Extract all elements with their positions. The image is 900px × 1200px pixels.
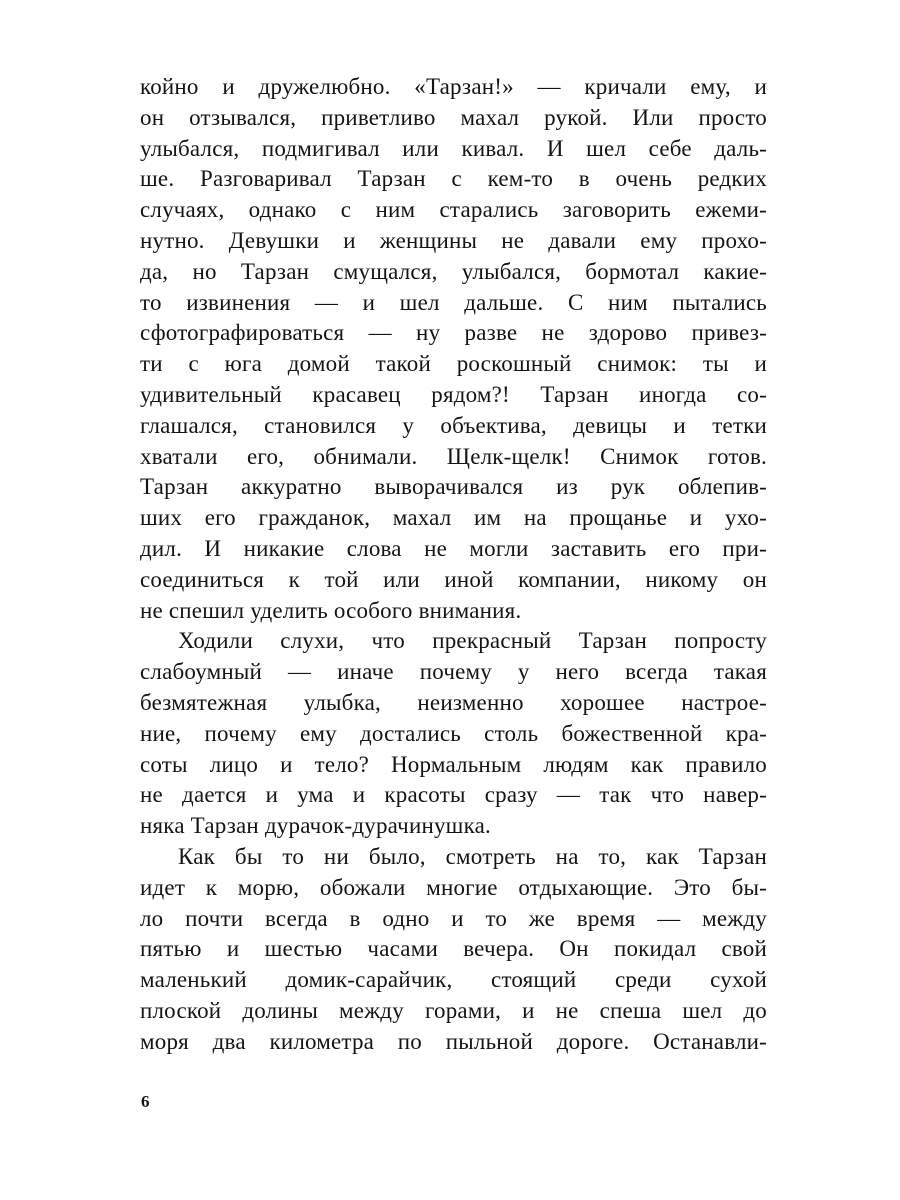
text-line: улыбался, подмигивал или кивал. И шел себе даль- [140, 135, 767, 161]
text-line: ло почти всегда в одно и то же время — между [140, 905, 767, 931]
text-line: безмятежная улыбка, неизменно хорошее настрое- [140, 689, 767, 715]
text-line: идет к морю, обожали многие отдыхающие. Это бы- [140, 874, 767, 900]
text-line: не дается и ума и красоты сразу — так что навер- [140, 782, 767, 808]
text-line: случаях, однако с ним старались заговорить ежеми- [140, 197, 767, 223]
paragraph [140, 842, 767, 1058]
text-line: слабоумный — иначе почему у него всегда такая [140, 659, 767, 685]
page-number: 6 [141, 1092, 150, 1111]
text-line: Тарзан аккуратно выворачивался из рук облепив- [140, 474, 767, 500]
text-line: пятью и шестью часами вечера. Он покидал свой [140, 936, 767, 962]
text-line: ние, почему ему достались столь божественной кра- [140, 720, 767, 746]
text-line: ших его гражданок, махал им на прощанье и ухо- [140, 505, 767, 531]
text-line: моря два километра по пыльной дороге. Останавли- [140, 1028, 767, 1054]
text-line: он отзывался, приветливо махал рукой. Или просто [140, 104, 767, 130]
text-block [140, 72, 767, 1058]
text-line: койно и дружелюбно. «Тарзан!» — кричали ему, и [140, 74, 767, 99]
text-line: соединиться к той или иной компании, никому он [140, 566, 767, 592]
text-line: да, но Тарзан смущался, улыбался, бормотал какие- [140, 258, 767, 284]
text-line: Ходили слухи, что прекрасный Тарзан попросту [178, 628, 767, 654]
text-line: ше. Разговаривал Тарзан с кем-то в очень редких [140, 166, 767, 192]
text-line: удивительный красавец рядом?! Тарзан иногда со- [140, 381, 767, 407]
text-line: соты лицо и тело? Нормальным людям как правило [140, 751, 767, 777]
text-line: дил. И никакие слова не могли заставить его при- [140, 535, 767, 561]
text-line: плоской долины между горами, и не спеша шел до [140, 997, 767, 1023]
text-line: Как бы то ни было, смотреть на то, как Тарзан [178, 843, 767, 869]
text-line: няка Тарзан дурачок-дурачинушка. [140, 813, 491, 839]
text-line: не спешил уделить особого внимания. [140, 597, 522, 623]
text-line: то извинения — и шел дальше. С ним пытались [140, 289, 767, 315]
text-line: глашался, становился у объектива, девицы и тетки [140, 412, 767, 438]
text-line: маленький домик-сарайчик, стоящий среди сухой [140, 967, 767, 993]
text-line: ти с юга домой такой роскошный снимок: ты и [140, 351, 767, 377]
paragraph [140, 626, 767, 842]
text-line: хватали его, обнимали. Щелк-щелк! Снимок готов. [140, 443, 767, 469]
text-line: сфотографироваться — ну разве не здорово привез- [140, 320, 767, 346]
text-line: нутно. Девушки и женщины не давали ему прохо- [140, 227, 767, 253]
paragraph [140, 72, 767, 626]
